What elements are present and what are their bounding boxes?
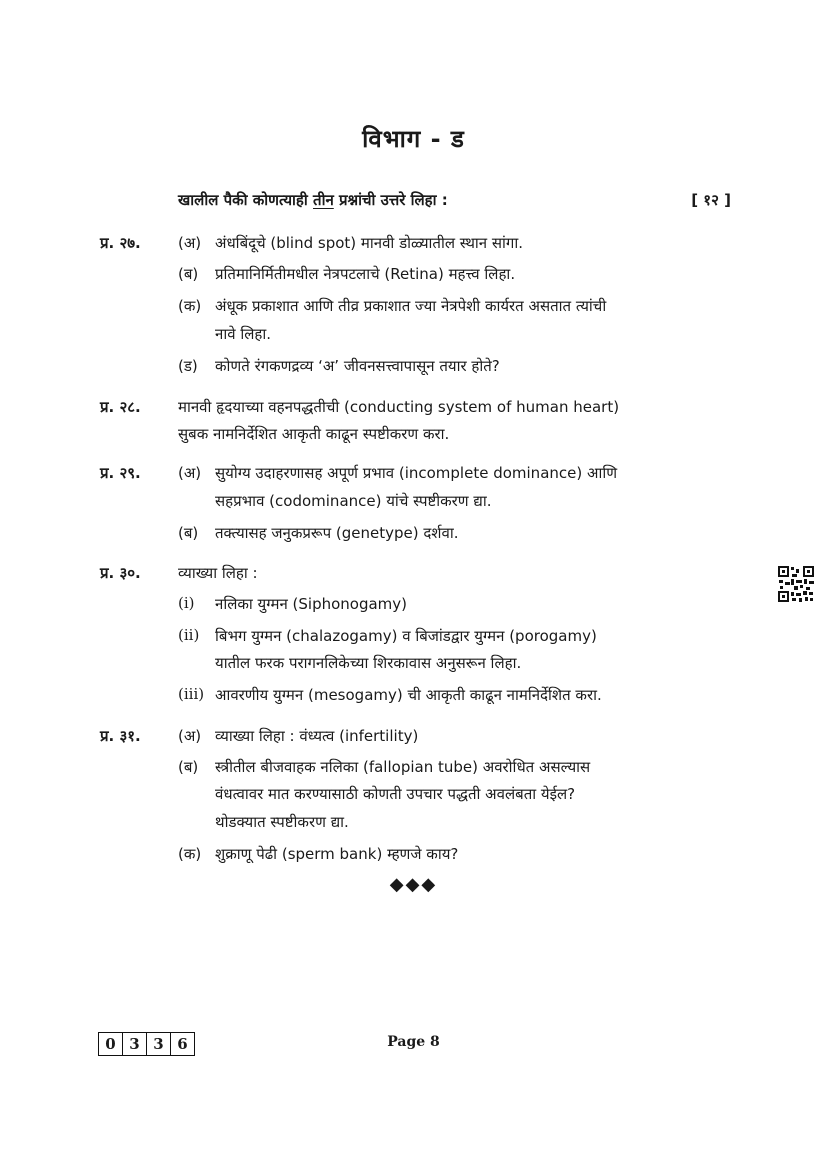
question-number-31: प्र. ३१. [100, 727, 141, 745]
end-of-section-marks: ◆◆◆ [389, 874, 438, 895]
q30-intro: व्याख्या लिहा : [178, 564, 258, 582]
q30-ii-label: (ii) [178, 626, 200, 644]
q28-text-1: मानवी हृदयाच्या वहनपद्धतीची (conducting system of human heart) [178, 398, 620, 416]
q31-b-text-1: स्त्रीतील बीजवाहक नलिका (fallopian tube) अवरोधित असल्यास [215, 758, 591, 776]
question-number-29: प्र. २९. [100, 464, 141, 482]
qr-code-icon [777, 565, 815, 603]
q29-b-text: तक्त्यासह जनुकप्ररूप (genetype) दर्शवा. [215, 524, 459, 542]
q30-iii-text: आवरणीय युग्मन (mesogamy) ची आकृती काढून नामनिर्देशित करा. [215, 686, 602, 704]
q27-a-label: (अ) [178, 234, 202, 252]
q30-iii-label: (iii) [178, 685, 205, 703]
q27-d-text: कोणते रंगकणद्रव्य ‘अ’ जीवनसत्त्वापासून तयार होते? [215, 357, 500, 375]
question-number-27: प्र. २७. [100, 234, 141, 252]
page-number: Page 8 [387, 1034, 440, 1050]
section-title: विभाग - ड [362, 125, 465, 153]
q27-b-label: (ब) [178, 265, 199, 283]
q27-c-text-1: अंधूक प्रकाशात आणि तीव्र प्रकाशात ज्या नेत्रपेशी कार्यरत असतात त्यांची [215, 297, 607, 315]
q31-c-label: (क) [178, 845, 202, 863]
q28-text-2: सुबक नामनिर्देशित आकृती काढून स्पष्टीकरण करा. [178, 425, 450, 443]
marks: [ १२ ] [691, 191, 731, 209]
q27-d-label: (ड) [178, 357, 198, 375]
paper-code-digit: 3 [123, 1033, 147, 1055]
q31-a-text: व्याख्या लिहा : वंध्यत्व (infertility) [215, 727, 419, 745]
q27-c-label: (क) [178, 297, 202, 315]
q30-i-text: नलिका युग्मन (Siphonogamy) [215, 595, 408, 613]
q29-b-label: (ब) [178, 524, 199, 542]
q29-a-text-2: सहप्रभाव (codominance) यांचे स्पष्टीकरण द्या. [215, 492, 492, 510]
instruction: खालील पैकी कोणत्याही तीन प्रश्नांची उत्तरे लिहा : [178, 191, 448, 209]
q31-b-text-2: वंधत्वावर मात करण्यासाठी कोणती उपचार पद्धती अवलंबता येईल? [215, 785, 576, 803]
q31-b-label: (ब) [178, 758, 199, 776]
paper-code-digit: 0 [99, 1033, 123, 1055]
question-number-28: प्र. २८. [100, 398, 141, 416]
q31-b-text-3: थोडक्यात स्पष्टीकरण द्या. [215, 813, 349, 831]
q29-a-label: (अ) [178, 464, 202, 482]
q27-b-text: प्रतिमानिर्मितीमधील नेत्रपटलाचे (Retina) महत्त्व लिहा. [215, 265, 516, 283]
q29-a-text-1: सुयोग्य उदाहरणासह अपूर्ण प्रभाव (incomplete dominance) आणि [215, 464, 618, 482]
q31-c-text: शुक्राणू पेढी (sperm bank) म्हणजे काय? [215, 845, 459, 863]
q31-a-label: (अ) [178, 727, 202, 745]
q27-a-text: अंधबिंदूचे (blind spot) मानवी डोळ्यातील स्थान सांगा. [215, 234, 524, 252]
q30-ii-text-2: यातील फरक परागनलिकेच्या शिरकावास अनुसरून लिहा. [215, 654, 522, 672]
q30-ii-text-1: बिभग युग्मन (chalazogamy) व बिजांडद्वार युग्मन (porogamy) [215, 627, 597, 645]
paper-code-digit: 6 [177, 1035, 188, 1053]
question-number-30: प्र. ३०. [100, 564, 141, 582]
q30-i-label: (i) [178, 594, 195, 612]
q27-c-text-2: नावे लिहा. [215, 325, 271, 343]
paper-code-digit: 3 [147, 1033, 171, 1055]
